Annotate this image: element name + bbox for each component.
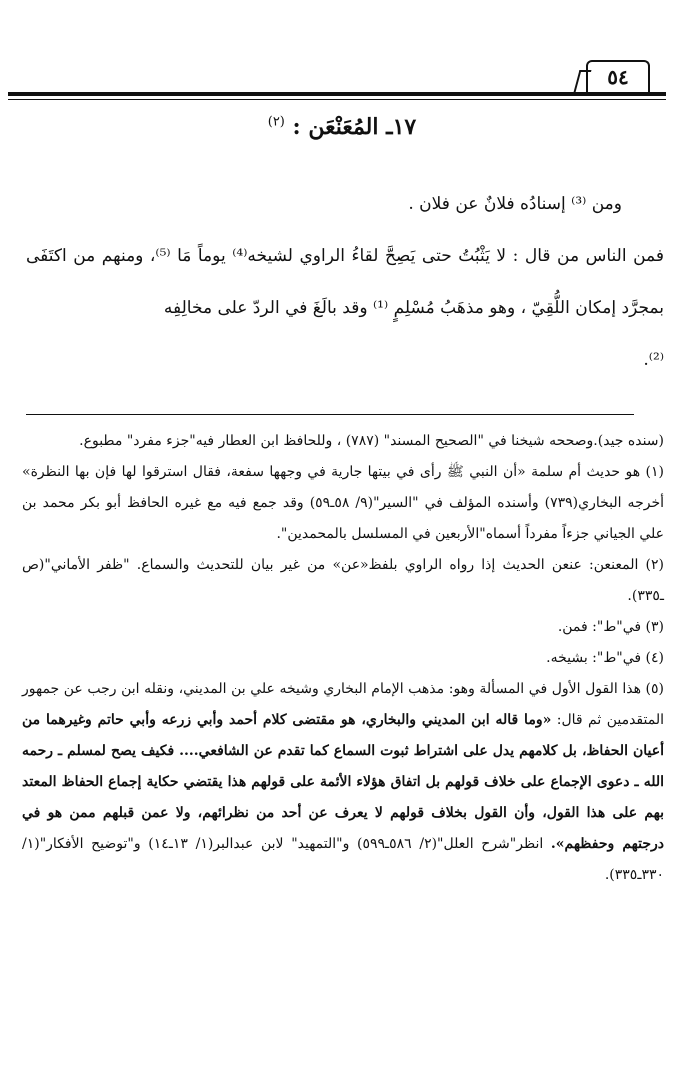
footnote-4: (٤) في"ط": بشيخه.	[546, 650, 664, 666]
footnote-continuation: (سنده جيد).وصححه شيخنا في "الصحيح المسند" (٧٨٧) ، وللحافظ ابن العطار فيه"جزء مفرد" مطبوع.	[79, 433, 664, 449]
paragraph-1: ومن ⁽³⁾ إسنادُه فلانٌ عن فلان .	[408, 194, 622, 214]
heading-footnote-ref: (٢)	[267, 114, 285, 130]
footnote-5	[22, 674, 664, 891]
footnotes	[22, 426, 664, 891]
footnote-divider	[26, 414, 634, 415]
footnote-2: (٢) المعنعن: عنعن الحديث إذا رواه الراوي بلفظ«عن» من غير بيان للتحديث والسماع. "ظفر الأماني"(ص ـ٣٣٥).	[22, 557, 664, 604]
footnote-5-quote: «وما قاله ابن المديني والبخاري، هو مقتضى كلام أحمد وأبي زرعه وأبي حاتم وغيرهما من أعيان الحفاظ، بل كلامهم يدل على اشتراط ثبوت السماع كما تقدم عن الشافعي.... فكيف يصح لمسلم ـ رحمه الله ـ دعوى الإجماع على خلاف قولهم بل اتفاق هؤلاء الأئمة على قولهم هذا يقتضي حكاية إجماع الحفاظ المعتد بهم على هذا القول، وأن القول بخلاف قولهم لا يعرف عن أحد من نظرائهم، ولا عمن قبلهم ممن هو في درجتهم وحفظهم».	[22, 712, 664, 852]
footnote-5-refs: انظر"شرح العلل"(٢/ ٥٨٦ـ٥٩٩) و"التمهيد" لابن عبدالبر(١/ ١٣ـ١٤) و"توضيح الأفكار"(١/ ٣٣٠ـ٣٣٥).	[22, 836, 664, 883]
page-number: ٥٤	[586, 60, 650, 92]
section-heading	[0, 114, 684, 140]
header-rule-thin	[8, 99, 666, 100]
paragraph-2: فمن الناس من قال : لا يَثْبُتُ حتى يَصِحَّ لقاءُ الراوي لشيخه⁽⁴⁾ يوماً مَا ⁽⁵⁾، ومنهم من اكتَفَى بمجرَّد إمكان اللُّقِيّ ، وهو مذهَبُ مُسْلِمٍ ⁽¹⁾ وقد بالَغَ في الردّ على مخالِفِه	[26, 246, 664, 318]
footnote-3: (٣) في"ط": فمن.	[557, 619, 664, 635]
footnote-5-intro: (٥) هذا القول الأول في المسألة وهو: مذهب الإمام البخاري وشيخه علي بن المديني، ونقله ابن رجب عن جمهور المتقدمين ثم قال:	[22, 681, 664, 728]
footnote-1: (١) هو حديث أم سلمة «أن النبي ﷺ رأى في بيتها جارية في وجهها سفعة، فقال استرقوا لها فإن بها النظرة» أخرجه البخاري(٧٣٩) وأسنده المؤلف في "السير"(٩/ ٥٨ـ٥٩) وقد جمع فيه مع غيره الحافظ أبو بكر محمد بن علي الجياني جزءاً مفرداً أسماه"الأربعين في المسلسل بالمحمدين".	[22, 464, 664, 542]
paragraph-3: ⁽²⁾.	[643, 350, 664, 370]
main-text	[26, 178, 664, 386]
header-rule	[8, 92, 666, 96]
heading-title: المُعَنْعَن :	[292, 114, 379, 140]
heading-number: ١٧ـ	[386, 114, 417, 140]
